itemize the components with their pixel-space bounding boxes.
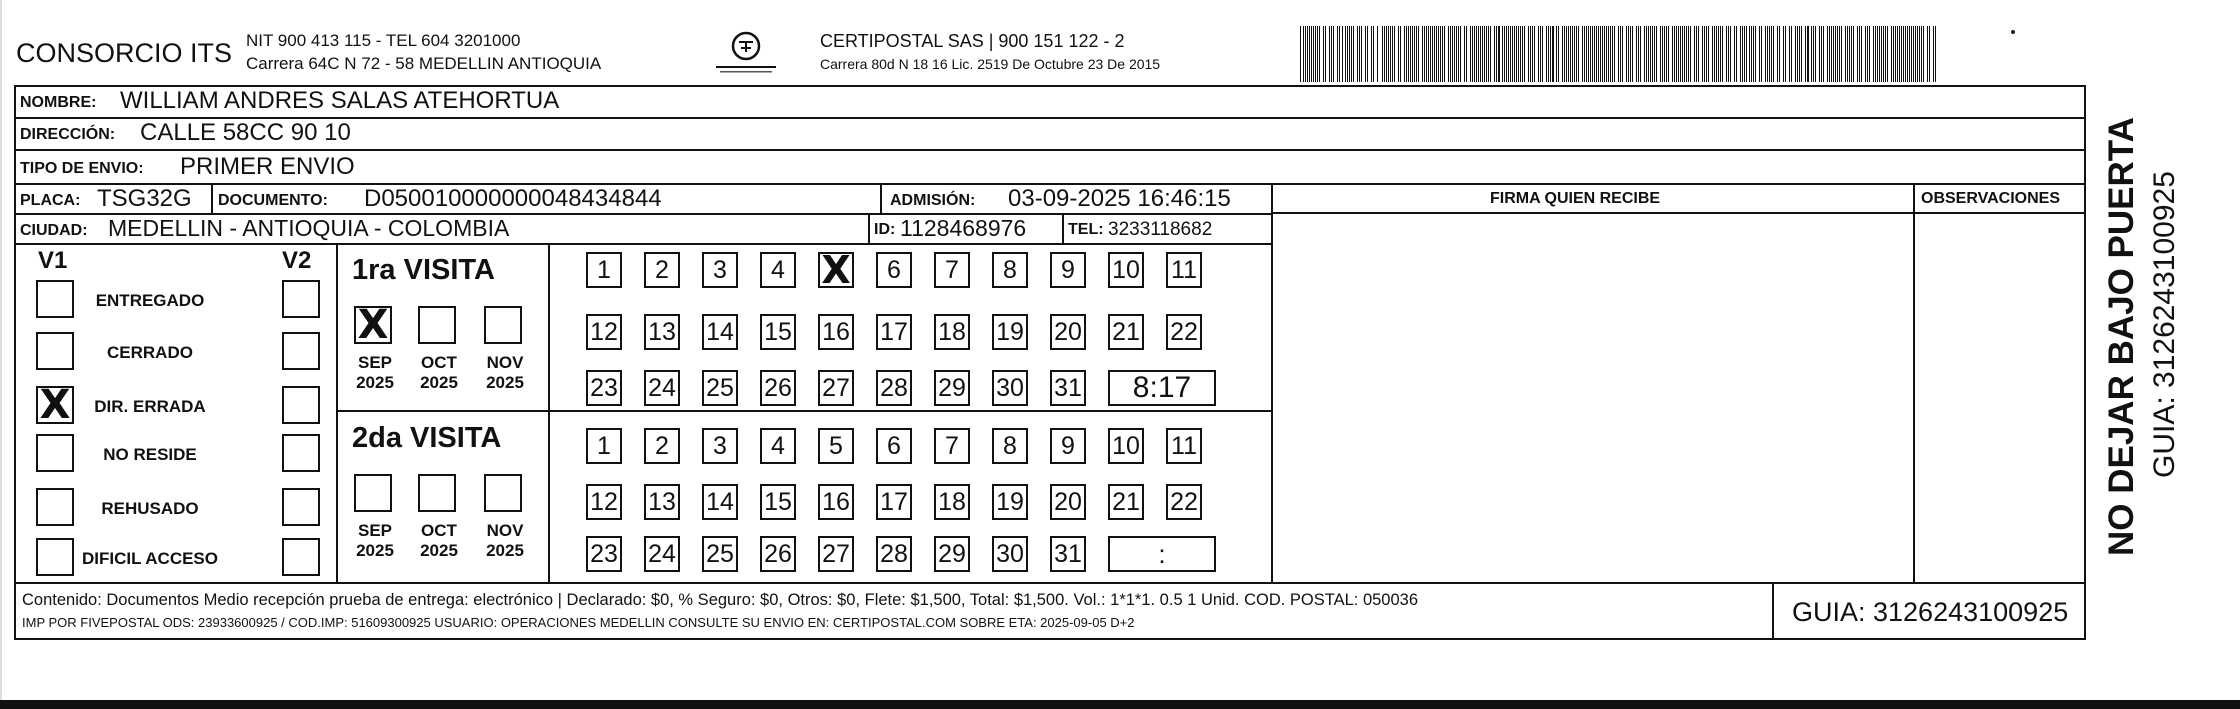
day-box[interactable]: 17 [876, 484, 912, 520]
year-label: 2025 [420, 373, 458, 392]
year-label: 2025 [356, 373, 394, 392]
footer-printing: IMP POR FIVEPOSTAL ODS: 23933600925 / COD.IMP: 51609300925 USUARIO: OPERACIONES MEDELLIN CONSULTE SU ENVIO EN: CERTIPOSTAL.COM SOBRE ETA: 2025-09-05 D+2 [22, 615, 1135, 630]
certipostal-logo [706, 30, 786, 78]
day-box[interactable]: 21 [1108, 314, 1144, 350]
month-checkbox[interactable] [418, 474, 456, 512]
col-line [548, 243, 550, 582]
nombre-label: NOMBRE: [20, 94, 97, 111]
day-box[interactable]: 15 [760, 314, 796, 350]
ciudad-value: MEDELLIN - ANTIOQUIA - COLOMBIA [108, 215, 510, 241]
logo-icon [706, 30, 786, 78]
day-box[interactable]: 25 [702, 370, 738, 406]
day-box[interactable]: 8 [992, 428, 1028, 464]
col-line [211, 183, 213, 213]
day-box[interactable]: 2 [644, 428, 680, 464]
direccion-label: DIRECCIÓN: [20, 126, 116, 143]
status-label: DIR. ERRADA [94, 397, 206, 416]
day-box[interactable]: 17 [876, 314, 912, 350]
day-box[interactable]: 18 [934, 314, 970, 350]
day-box[interactable]: 3 [702, 428, 738, 464]
col-line [1271, 183, 1273, 582]
speck [2011, 30, 2015, 34]
col-line [880, 183, 882, 213]
day-box[interactable]: 4 [760, 252, 796, 288]
tel-label: TEL: [1068, 221, 1104, 238]
status-label: REHUSADO [101, 499, 199, 518]
first-visit-title: 1ra VISITA [352, 254, 495, 286]
day-box[interactable]: 27 [818, 370, 854, 406]
side-warning: NO DEJAR BAJO PUERTA [2102, 117, 2141, 556]
v2-label: V2 [282, 247, 312, 274]
status-label: DIFICIL ACCESO [81, 549, 218, 568]
day-box[interactable]: 7 [934, 252, 970, 288]
day-box[interactable]: 11 [1166, 252, 1202, 288]
v2-checkbox[interactable] [282, 280, 320, 318]
side-guia: GUIA: 3126243100925 [2148, 171, 2181, 478]
day-box[interactable]: 1 [586, 428, 622, 464]
day-box[interactable]: 25 [702, 536, 738, 572]
v2-checkbox[interactable] [282, 538, 320, 576]
day-box[interactable]: 12 [586, 484, 622, 520]
month-label: SEP [357, 353, 393, 372]
col-line [868, 213, 870, 243]
day-box[interactable]: 6 [876, 252, 912, 288]
day-box[interactable]: 23 [586, 536, 622, 572]
day-box[interactable]: 6 [876, 428, 912, 464]
x-mark-icon: X [357, 302, 389, 348]
v1-label: V1 [38, 247, 68, 274]
month-label: NOV [486, 353, 524, 372]
year-label: 2025 [486, 541, 524, 560]
day-box[interactable]: 12 [586, 314, 622, 350]
day-box[interactable]: 24 [644, 370, 680, 406]
month-checkbox[interactable] [484, 474, 522, 512]
day-box[interactable]: 16 [818, 484, 854, 520]
carrier-license: Carrera 80d N 18 16 Lic. 2519 De Octubre 23 De 2015 [820, 56, 1161, 72]
x-mark-icon: X [39, 382, 71, 428]
placa-value: TSG32G [97, 185, 192, 212]
day-box[interactable]: 31 [1050, 536, 1086, 572]
row-line [14, 582, 2086, 584]
day-box[interactable]: 9 [1050, 252, 1086, 288]
month-checkbox[interactable] [354, 302, 392, 348]
day-box[interactable]: 20 [1050, 314, 1086, 350]
day-box[interactable]: 15 [760, 484, 796, 520]
day-box[interactable]: 7 [934, 428, 970, 464]
day-box[interactable]: 30 [992, 536, 1028, 572]
carrier-name: CERTIPOSTAL SAS | 900 151 122 - 2 [820, 31, 1125, 51]
documento-value: D050010000000048434844 [364, 185, 662, 212]
day-box[interactable]: 8 [992, 252, 1028, 288]
company-address: Carrera 64C N 72 - 58 MEDELLIN ANTIOQUIA [246, 54, 602, 73]
day-box[interactable]: 22 [1166, 484, 1202, 520]
v2-checkbox[interactable] [282, 386, 320, 424]
tipo-label: TIPO DE ENVIO: [20, 160, 144, 177]
company-nit: NIT 900 413 115 - TEL 604 3201000 [246, 31, 521, 50]
day-box[interactable]: 26 [760, 370, 796, 406]
admision-label: ADMISIÓN: [890, 192, 976, 209]
day-box[interactable]: 20 [1050, 484, 1086, 520]
day-box[interactable]: 16 [818, 314, 854, 350]
month-label: OCT [421, 521, 457, 540]
year-label: 2025 [420, 541, 458, 560]
second-visit-title: 2da VISITA [352, 422, 502, 454]
day-box[interactable]: 5 [818, 428, 854, 464]
col-line [1772, 582, 1774, 640]
month-checkbox[interactable] [354, 474, 392, 512]
firma-label: FIRMA QUIEN RECIBE [1490, 190, 1661, 207]
ciudad-label: CIUDAD: [20, 222, 88, 239]
day-box[interactable]: 24 [644, 536, 680, 572]
day-box[interactable] [818, 248, 854, 292]
day-box[interactable]: 9 [1050, 428, 1086, 464]
tipo-value: PRIMER ENVIO [180, 153, 355, 180]
v2-checkbox[interactable] [282, 332, 320, 370]
footer-guia: GUIA: 3126243100925 [1792, 597, 2069, 627]
v2-checkbox[interactable] [282, 488, 320, 526]
day-box[interactable]: 4 [760, 428, 796, 464]
observaciones-label: OBSERVACIONES [1921, 190, 2060, 207]
day-box[interactable]: 18 [934, 484, 970, 520]
id-value: 1128468976 [900, 215, 1027, 241]
col-line [336, 243, 338, 582]
col-line [1062, 213, 1064, 243]
month-checkbox[interactable] [484, 306, 522, 344]
day-box[interactable]: 28 [876, 370, 912, 406]
day-box[interactable]: 31 [1050, 370, 1086, 406]
year-label: 2025 [486, 373, 524, 392]
status-label: CERRADO [107, 343, 193, 362]
day-box[interactable]: 19 [992, 314, 1028, 350]
day-box[interactable]: 10 [1108, 428, 1144, 464]
month-label: NOV [486, 521, 524, 540]
day-box[interactable]: 19 [992, 484, 1028, 520]
day-box[interactable]: 27 [818, 536, 854, 572]
col-line [1913, 183, 1915, 582]
v2-checkbox[interactable] [282, 434, 320, 472]
day-box[interactable]: 2 [644, 252, 680, 288]
row-line [14, 149, 2086, 151]
status-label: ENTREGADO [95, 291, 205, 310]
row-line [14, 243, 1272, 245]
day-box[interactable]: 23 [586, 370, 622, 406]
day-box[interactable]: 14 [702, 314, 738, 350]
day-box[interactable]: 21 [1108, 484, 1144, 520]
direccion-value: CALLE 58CC 90 10 [140, 119, 351, 146]
day-box[interactable]: 26 [760, 536, 796, 572]
month-label: OCT [421, 353, 457, 372]
time-box[interactable]: 8:17 [1108, 370, 1216, 406]
left-edge-line [0, 0, 2, 700]
id-label: ID: [874, 221, 896, 238]
documento-label: DOCUMENTO: [218, 192, 328, 209]
year-label: 2025 [356, 541, 394, 560]
day-box[interactable]: 10 [1108, 252, 1144, 288]
day-box[interactable]: 22 [1166, 314, 1202, 350]
footer-content: Contenido: Documentos Medio recepción prueba de entrega: electrónico | Declarado: $0, % Seguro: $0, Otros: $0, Flete: $1,500, Total: $1,500. Vol.: 1*1*1. 0.5 1 Unid. COD. POSTAL: 050036 [22, 591, 1419, 609]
placa-label: PLACA: [20, 192, 81, 209]
day-box[interactable]: 14 [702, 484, 738, 520]
day-box[interactable]: 30 [992, 370, 1028, 406]
visit-divider [336, 410, 1272, 412]
day-box[interactable]: 29 [934, 370, 970, 406]
day-box[interactable]: 1 [586, 252, 622, 288]
row-line [1272, 212, 2086, 214]
day-box[interactable]: 13 [644, 314, 680, 350]
status-label: NO RESIDE [103, 445, 197, 464]
day-box[interactable]: 29 [934, 536, 970, 572]
month-label: SEP [357, 521, 393, 540]
month-checkbox[interactable] [418, 306, 456, 344]
company-name: CONSORCIO ITS [16, 38, 233, 68]
bottom-band [0, 700, 2240, 709]
day-box[interactable]: 13 [644, 484, 680, 520]
nombre-value: WILLIAM ANDRES SALAS ATEHORTUA [120, 87, 560, 114]
day-box[interactable]: 3 [702, 252, 738, 288]
day-box[interactable]: 11 [1166, 428, 1202, 464]
tel-value: 3233118682 [1108, 219, 1213, 240]
barcode [1300, 26, 1940, 82]
time-box[interactable]: : [1108, 536, 1216, 572]
x-mark-icon: X [821, 248, 851, 292]
day-box[interactable]: 28 [876, 536, 912, 572]
admision-value: 03-09-2025 16:46:15 [1008, 185, 1231, 212]
